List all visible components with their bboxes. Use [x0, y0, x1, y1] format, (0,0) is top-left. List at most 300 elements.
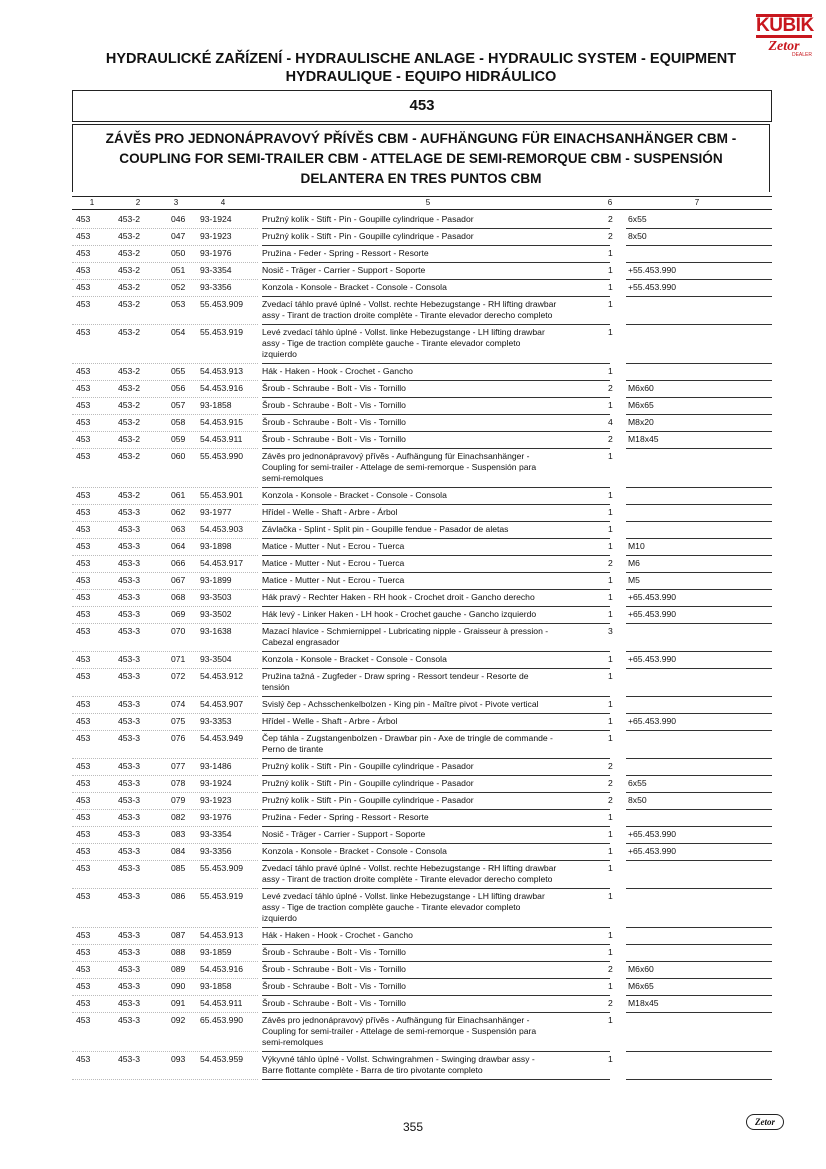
col-2-figure: 453-3 — [118, 733, 140, 743]
col-1-group: 453 — [76, 434, 91, 444]
col-3-position: 085 — [171, 863, 186, 873]
col-1-group: 453 — [76, 654, 91, 664]
col-2-figure: 453-2 — [118, 327, 140, 337]
col-1-group: 453 — [76, 451, 91, 461]
col-5-description — [262, 592, 600, 603]
col-4-part-number: 93-1858 — [200, 400, 232, 410]
col-5-description — [262, 434, 600, 445]
col-5-description — [262, 778, 600, 789]
col-6-quantity: 4 — [608, 417, 613, 427]
description-line: assy - Tige de traction complète gauche - Tirante elevador completo — [262, 338, 521, 348]
description-line: Matice - Mutter - Nut - Ecrou - Tuerca — [262, 575, 405, 585]
col-6-quantity: 1 — [608, 366, 613, 376]
col-5-description — [262, 795, 600, 806]
table-row — [72, 996, 772, 1013]
description-line: Šroub - Schraube - Bolt - Vis - Tornillo — [262, 947, 406, 957]
col-4-part-number: 93-3353 — [200, 716, 232, 726]
description-line: Pružný kolík - Stift - Pin - Goupille cylindrique - Pasador — [262, 761, 474, 771]
col-3-position: 079 — [171, 795, 186, 805]
col-7-note: M6x60 — [628, 964, 654, 974]
col-5-description — [262, 891, 600, 924]
col-6-quantity: 1 — [608, 609, 613, 619]
description-line: Zvedací táhlo pravé úplné - Vollst. rechte Hebezugstange - RH lifting drawbar — [262, 863, 557, 873]
col-5-description — [262, 981, 600, 992]
col-1-group: 453 — [76, 383, 91, 393]
table-row — [72, 297, 772, 325]
col-5-description — [262, 964, 600, 975]
col-6-quantity: 2 — [608, 383, 613, 393]
col-6-quantity: 3 — [608, 626, 613, 636]
column-header-6: 6 — [607, 198, 613, 207]
col-3-position: 055 — [171, 366, 186, 376]
col-3-position: 068 — [171, 592, 186, 602]
table-row — [72, 381, 772, 398]
col-1-group: 453 — [76, 214, 91, 224]
table-row — [72, 697, 772, 714]
col-4-part-number: 54.453.911 — [200, 434, 243, 444]
col-2-figure: 453-3 — [118, 947, 140, 957]
col-7-note: 6x55 — [628, 778, 647, 788]
header-line-2: HYDRAULIQUE - EQUIPO HIDRÁULICO — [285, 69, 557, 85]
col-4-part-number: 55.453.919 — [200, 891, 244, 901]
col-6-quantity: 2 — [608, 795, 613, 805]
col-4-part-number: 54.453.903 — [200, 524, 244, 534]
description-line: Hák - Haken - Hook - Crochet - Gancho — [262, 930, 413, 940]
col-5-description — [262, 761, 600, 772]
col-5-description — [262, 575, 600, 586]
col-1-group: 453 — [76, 400, 91, 410]
col-3-position: 050 — [171, 248, 186, 258]
col-1-group: 453 — [76, 524, 91, 534]
col-2-figure: 453-2 — [118, 400, 140, 410]
col-1-group: 453 — [76, 863, 91, 873]
col-3-position: 063 — [171, 524, 186, 534]
col-5-description — [262, 1054, 600, 1076]
col-4-part-number: 93-1859 — [200, 947, 232, 957]
col-4-part-number: 93-3356 — [200, 282, 232, 292]
col-3-position: 053 — [171, 299, 186, 309]
col-3-position: 051 — [171, 265, 186, 275]
col-5-description — [262, 626, 600, 648]
col-2-figure: 453-3 — [118, 981, 140, 991]
table-row — [72, 962, 772, 979]
section-title — [72, 124, 770, 192]
col-1-group: 453 — [76, 846, 91, 856]
col-1-group: 453 — [76, 282, 91, 292]
col-6-quantity: 1 — [608, 248, 613, 258]
description-line: Pružný kolík - Stift - Pin - Goupille cylindrique - Pasador — [262, 778, 474, 788]
col-6-quantity: 1 — [608, 1015, 613, 1025]
col-3-position: 074 — [171, 699, 186, 709]
col-6-quantity: 1 — [608, 592, 613, 602]
col-2-figure: 453-2 — [118, 265, 140, 275]
table-row — [72, 364, 772, 381]
col-4-part-number: 55.453.919 — [200, 327, 244, 337]
description-line: Hřídel - Welle - Shaft - Arbre - Árbol — [262, 716, 398, 726]
col-2-figure: 453-3 — [118, 964, 140, 974]
col-7-note: M18x45 — [628, 998, 659, 1008]
description-line: Šroub - Schraube - Bolt - Vis - Tornillo — [262, 998, 406, 1008]
table-row — [72, 889, 772, 928]
col-6-quantity: 1 — [608, 282, 613, 292]
col-3-position: 064 — [171, 541, 186, 551]
col-2-figure: 453-3 — [118, 524, 140, 534]
col-2-figure: 453-3 — [118, 699, 140, 709]
description-line: Hák pravý - Rechter Haken - RH hook - Crochet droit - Gancho derecho — [262, 592, 535, 602]
col-1-group: 453 — [76, 231, 91, 241]
col-1-group: 453 — [76, 671, 91, 681]
col-2-figure: 453-3 — [118, 507, 140, 517]
section-title-line-1: ZÁVĚS PRO JEDNONÁPRAVOVÝ PŘÍVĚS CBM - AUFHÄNGUNG FÜR EINACHSANHÄNGER CBM - — [105, 131, 737, 146]
col-2-figure: 453-2 — [118, 299, 140, 309]
col-2-figure: 453-3 — [118, 863, 140, 873]
table-row — [72, 229, 772, 246]
description-line: Nosič - Träger - Carrier - Support - Soporte — [262, 829, 426, 839]
table-row — [72, 844, 772, 861]
col-5-description — [262, 671, 600, 693]
col-7-note: 8x50 — [628, 231, 647, 241]
col-2-figure: 453-3 — [118, 795, 140, 805]
description-line: Konzola - Konsole - Bracket - Console - Consola — [262, 490, 447, 500]
description-line: Šroub - Schraube - Bolt - Vis - Tornillo — [262, 417, 406, 427]
col-2-figure: 453-3 — [118, 778, 140, 788]
description-line: Nosič - Träger - Carrier - Support - Soporte — [262, 265, 426, 275]
col-6-quantity: 2 — [608, 231, 613, 241]
col-3-position: 088 — [171, 947, 186, 957]
col-2-figure: 453-3 — [118, 998, 140, 1008]
table-row — [72, 432, 772, 449]
col-3-position: 059 — [171, 434, 186, 444]
col-6-quantity: 1 — [608, 654, 613, 664]
column-header-1: 1 — [89, 198, 95, 207]
col-3-position: 047 — [171, 231, 186, 241]
description-line: izquierdo — [262, 913, 297, 923]
col-7-note: M10 — [628, 541, 645, 551]
table-row — [72, 652, 772, 669]
col-2-figure: 453-3 — [118, 829, 140, 839]
col-1-group: 453 — [76, 248, 91, 258]
description-line: Pružný kolík - Stift - Pin - Goupille cylindrique - Pasador — [262, 231, 474, 241]
description-line: Mazací hlavice - Schmiernippel - Lubricating nipple - Graisseur à pression - — [262, 626, 549, 636]
col-3-position: 062 — [171, 507, 186, 517]
col-6-quantity: 1 — [608, 451, 613, 461]
col-1-group: 453 — [76, 812, 91, 822]
col-6-quantity: 1 — [608, 541, 613, 551]
col-2-figure: 453-3 — [118, 846, 140, 856]
description-line: Hřídel - Welle - Shaft - Arbre - Árbol — [262, 507, 398, 517]
col-1-group: 453 — [76, 930, 91, 940]
description-line: Levé zvedací táhlo úplné - Vollst. linke Hebezugstange - LH lifting drawbar — [262, 327, 545, 337]
col-3-position: 092 — [171, 1015, 186, 1025]
description-line: Pružina - Feder - Spring - Ressort - Resorte — [262, 812, 429, 822]
description-line: assy - Tirant de traction droite complète - Tirante elevador derecho completo — [262, 874, 553, 884]
col-2-figure: 453-3 — [118, 716, 140, 726]
col-5-description — [262, 863, 600, 885]
col-1-group: 453 — [76, 575, 91, 585]
col-5-description — [262, 733, 600, 755]
col-4-part-number: 93-1923 — [200, 231, 232, 241]
col-5-description — [262, 541, 600, 552]
col-6-quantity: 1 — [608, 981, 613, 991]
col-3-position: 091 — [171, 998, 186, 1008]
col-7-note: M6x65 — [628, 981, 654, 991]
description-line: semi-remolques — [262, 1037, 324, 1047]
col-6-quantity: 2 — [608, 434, 613, 444]
description-line: Matice - Mutter - Nut - Ecrou - Tuerca — [262, 558, 405, 568]
table-row — [72, 793, 772, 810]
col-5-description — [262, 558, 600, 569]
description-line: Šroub - Schraube - Bolt - Vis - Tornillo — [262, 981, 406, 991]
col-4-part-number: 93-1924 — [200, 778, 232, 788]
col-4-part-number: 54.453.916 — [200, 964, 244, 974]
header-line-1: HYDRAULICKÉ ZAŘÍZENÍ - HYDRAULISCHE ANLAGE - HYDRAULIC SYSTEM - EQUIPMENT — [105, 51, 737, 67]
col-3-position: 083 — [171, 829, 186, 839]
col-5-description — [262, 327, 600, 360]
table-row — [72, 415, 772, 432]
col-6-quantity: 2 — [608, 214, 613, 224]
col-4-part-number: 93-1923 — [200, 795, 232, 805]
col-4-part-number: 55.453.990 — [200, 451, 244, 461]
col-6-quantity: 2 — [608, 558, 613, 568]
description-line: Závěs pro jednonápravový přívěs - Aufhängung für Einachsanhänger - — [262, 451, 530, 461]
col-4-part-number: 54.453.912 — [200, 671, 244, 681]
logo-dealer-text: DEALER — [791, 52, 812, 58]
description-line: Šroub - Schraube - Bolt - Vis - Tornillo — [262, 964, 406, 974]
col-4-part-number: 93-3354 — [200, 829, 232, 839]
col-7-note: M18x45 — [628, 434, 659, 444]
description-line: Konzola - Konsole - Bracket - Console - Consola — [262, 654, 447, 664]
table-row — [72, 945, 772, 962]
col-4-part-number: 55.453.909 — [200, 863, 244, 873]
table-row — [72, 556, 772, 573]
col-6-quantity: 1 — [608, 1054, 613, 1064]
col-5-description — [262, 947, 600, 958]
description-line: Šroub - Schraube - Bolt - Vis - Tornillo — [262, 383, 406, 393]
description-line: Závlačka - Splint - Split pin - Goupille fendue - Pasador de aletas — [262, 524, 509, 534]
col-3-position: 054 — [171, 327, 186, 337]
description-line: izquierdo — [262, 349, 297, 359]
col-6-quantity: 1 — [608, 863, 613, 873]
col-3-position: 057 — [171, 400, 186, 410]
col-2-figure: 453-2 — [118, 490, 140, 500]
description-line: Matice - Mutter - Nut - Ecrou - Tuerca — [262, 541, 405, 551]
col-7-note: +55.453.990 — [628, 265, 677, 275]
col-1-group: 453 — [76, 947, 91, 957]
description-line: Barre flottante complète - Barra de tiro pivotante completo — [262, 1065, 483, 1075]
footer-zetor-logo: Zetor — [746, 1114, 784, 1130]
col-2-figure: 453-3 — [118, 609, 140, 619]
col-1-group: 453 — [76, 609, 91, 619]
table-row — [72, 246, 772, 263]
description-line: Svislý čep - Achsschenkelbolzen - King pin - Maître pivot - Pivote vertical — [262, 699, 539, 709]
col-3-position: 078 — [171, 778, 186, 788]
table-row — [72, 212, 772, 229]
table-row — [72, 505, 772, 522]
col-3-position: 076 — [171, 733, 186, 743]
table-row — [72, 827, 772, 844]
col-2-figure: 453-2 — [118, 214, 140, 224]
col-7-note: M6 — [628, 558, 640, 568]
col-2-figure: 453-2 — [118, 366, 140, 376]
col-3-position: 070 — [171, 626, 186, 636]
table-row — [72, 280, 772, 297]
description-line: Pružný kolík - Stift - Pin - Goupille cylindrique - Pasador — [262, 795, 474, 805]
col-4-part-number: 54.453.915 — [200, 417, 244, 427]
col-3-position: 093 — [171, 1054, 186, 1064]
col-2-figure: 453-3 — [118, 761, 140, 771]
col-1-group: 453 — [76, 626, 91, 636]
col-2-figure: 453-3 — [118, 541, 140, 551]
col-3-position: 084 — [171, 846, 186, 856]
col-6-quantity: 1 — [608, 733, 613, 743]
table-row — [72, 488, 772, 505]
col-4-part-number: 54.453.949 — [200, 733, 244, 743]
table-row — [72, 861, 772, 889]
col-4-part-number: 93-1898 — [200, 541, 232, 551]
col-2-figure: 453-3 — [118, 812, 140, 822]
col-1-group: 453 — [76, 1015, 91, 1025]
col-4-part-number: 93-1858 — [200, 981, 232, 991]
col-1-group: 453 — [76, 366, 91, 376]
table-row — [72, 669, 772, 697]
column-header-4: 4 — [220, 198, 226, 207]
col-3-position: 069 — [171, 609, 186, 619]
col-4-part-number: 54.453.911 — [200, 998, 243, 1008]
col-5-description — [262, 383, 600, 394]
col-6-quantity: 1 — [608, 812, 613, 822]
col-7-note: M6x65 — [628, 400, 654, 410]
col-6-quantity: 1 — [608, 846, 613, 856]
col-6-quantity: 2 — [608, 998, 613, 1008]
col-5-description — [262, 417, 600, 428]
col-6-quantity: 2 — [608, 761, 613, 771]
col-4-part-number: 55.453.901 — [200, 490, 244, 500]
col-2-figure: 453-2 — [118, 434, 140, 444]
col-3-position: 046 — [171, 214, 186, 224]
col-7-note: +65.453.990 — [628, 829, 677, 839]
table-row — [72, 810, 772, 827]
col-5-description — [262, 654, 600, 665]
description-line: Pružný kolík - Stift - Pin - Goupille cylindrique - Pasador — [262, 214, 474, 224]
col-4-part-number: 93-1977 — [200, 507, 232, 517]
col-1-group: 453 — [76, 778, 91, 788]
description-line: Cabezal engrasador — [262, 637, 340, 647]
col-2-figure: 453-3 — [118, 891, 140, 901]
col-3-position: 060 — [171, 451, 186, 461]
page-number: 355 — [402, 1120, 424, 1134]
table-row — [72, 928, 772, 945]
col-5-description — [262, 998, 600, 1009]
col-5-description — [262, 930, 600, 941]
col-1-group: 453 — [76, 558, 91, 568]
col-5-description — [262, 366, 600, 377]
col-1-group: 453 — [76, 541, 91, 551]
col-6-quantity: 1 — [608, 400, 613, 410]
description-line: assy - Tige de traction complète gauche - Tirante elevador completo — [262, 902, 521, 912]
col-1-group: 453 — [76, 417, 91, 427]
description-line: Konzola - Konsole - Bracket - Console - Consola — [262, 846, 447, 856]
description-line: Závěs pro jednonápravový přívěs - Aufhängung für Einachsanhänger - — [262, 1015, 530, 1025]
col-1-group: 453 — [76, 327, 91, 337]
table-row — [72, 522, 772, 539]
col-3-position: 077 — [171, 761, 186, 771]
row-separator-line — [262, 1079, 610, 1080]
logo-kubik-text: KUBIK — [756, 15, 814, 36]
column-header-row — [72, 196, 772, 210]
row-separator-line — [72, 1079, 258, 1080]
description-line: Coupling for semi-trailer - Attelage de semi-remorque - Suspensión para — [262, 462, 537, 472]
col-4-part-number: 93-1899 — [200, 575, 232, 585]
description-line: assy - Tirant de traction droite complète - Tirante elevador derecho completo — [262, 310, 553, 320]
description-line: Zvedací táhlo pravé úplné - Vollst. rechte Hebezugstange - RH lifting drawbar — [262, 299, 557, 309]
col-1-group: 453 — [76, 829, 91, 839]
table-row — [72, 263, 772, 280]
section-title-line-3: DELANTERA EN TRES PUNTOS CBM — [300, 171, 542, 186]
col-4-part-number: 54.453.913 — [200, 366, 244, 376]
col-7-note: +65.453.990 — [628, 592, 677, 602]
col-2-figure: 453-3 — [118, 575, 140, 585]
col-3-position: 071 — [171, 654, 186, 664]
description-line: Hák levý - Linker Haken - LH hook - Crochet gauche - Gancho izquierdo — [262, 609, 537, 619]
col-7-note: +65.453.990 — [628, 846, 677, 856]
col-6-quantity: 1 — [608, 671, 613, 681]
col-7-note: M6x60 — [628, 383, 654, 393]
table-row — [72, 449, 772, 488]
col-1-group: 453 — [76, 795, 91, 805]
col-2-figure: 453-2 — [118, 383, 140, 393]
col-5-description — [262, 1015, 600, 1048]
table-row — [72, 1052, 772, 1080]
col-5-description — [262, 524, 600, 535]
description-line: Coupling for semi-trailer - Attelage de semi-remorque - Suspensión para — [262, 1026, 537, 1036]
col-1-group: 453 — [76, 699, 91, 709]
col-6-quantity: 1 — [608, 299, 613, 309]
description-line: Čep táhla - Zugstangenbolzen - Drawbar pin - Axe de tringle de commande - — [262, 733, 553, 743]
col-4-part-number: 93-3504 — [200, 654, 232, 664]
description-line: Pružina - Feder - Spring - Ressort - Resorte — [262, 248, 429, 258]
col-6-quantity: 1 — [608, 265, 613, 275]
description-line: tensión — [262, 682, 290, 692]
col-5-description — [262, 214, 600, 225]
col-5-description — [262, 400, 600, 411]
col-6-quantity: 1 — [608, 829, 613, 839]
col-4-part-number: 93-3502 — [200, 609, 232, 619]
table-row — [72, 731, 772, 759]
col-5-description — [262, 231, 600, 242]
col-2-figure: 453-3 — [118, 626, 140, 636]
col-4-part-number: 93-1486 — [200, 761, 232, 771]
col-2-figure: 453-3 — [118, 671, 140, 681]
description-line: Perno de tirante — [262, 744, 324, 754]
col-3-position: 086 — [171, 891, 186, 901]
col-6-quantity: 1 — [608, 490, 613, 500]
col-2-figure: 453-3 — [118, 558, 140, 568]
table-row — [72, 539, 772, 556]
table-row — [72, 979, 772, 996]
col-6-quantity: 1 — [608, 699, 613, 709]
col-2-figure: 453-2 — [118, 248, 140, 258]
col-7-note: +65.453.990 — [628, 609, 677, 619]
col-1-group: 453 — [76, 733, 91, 743]
col-4-part-number: 93-1638 — [200, 626, 232, 636]
col-3-position: 066 — [171, 558, 186, 568]
col-7-note: 8x50 — [628, 795, 647, 805]
col-4-part-number: 54.453.959 — [200, 1054, 244, 1064]
col-4-part-number: 65.453.990 — [200, 1015, 244, 1025]
col-6-quantity: 1 — [608, 524, 613, 534]
description-line: Hák - Haken - Hook - Crochet - Gancho — [262, 366, 413, 376]
table-row — [72, 776, 772, 793]
